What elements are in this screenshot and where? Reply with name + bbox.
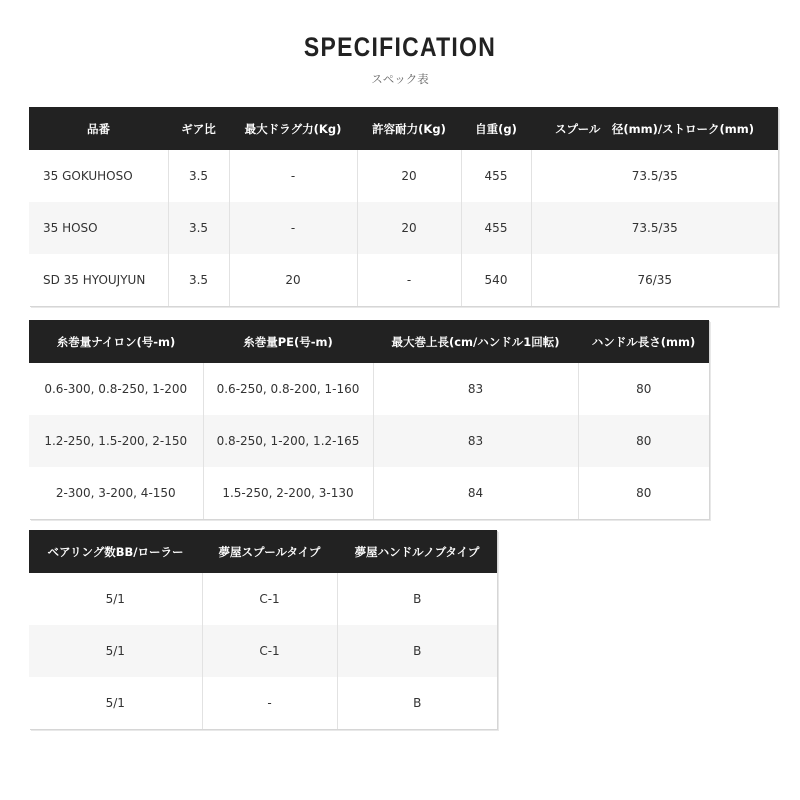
- table-header-row: [29, 107, 778, 150]
- column-header: 糸巻量PE(号-m): [203, 320, 373, 363]
- table-cell: 80: [578, 415, 709, 467]
- table-cell: 0.6-250, 0.8-200, 1-160: [203, 363, 373, 415]
- table-cell: -: [229, 202, 357, 254]
- table-cell: 73.5/35: [631, 169, 678, 183]
- column-header: 夢屋ハンドルノブタイプ: [337, 530, 497, 573]
- table-cell: -: [229, 150, 357, 202]
- column-header: 許容耐力(Kg): [357, 107, 461, 150]
- table-cell: 20: [229, 254, 357, 306]
- table-cell: 76/35: [637, 273, 673, 287]
- table-header-row: [29, 530, 497, 573]
- table-cell: 5/1: [29, 625, 202, 677]
- column-header: 自重(g): [461, 107, 531, 150]
- table-cell: 83: [373, 415, 578, 467]
- table-cell: 3.5: [168, 254, 229, 306]
- table-cell: 0.8-250, 1-200, 1.2-165: [203, 415, 373, 467]
- table-cell: 80: [636, 486, 652, 500]
- page-subtitle: スペック表: [371, 72, 429, 86]
- table-cell: 20: [357, 150, 461, 202]
- table-cell: 5/1: [29, 677, 202, 729]
- column-header: ベアリング数BB/ローラー: [29, 530, 202, 573]
- table-cell: 3.5: [168, 202, 229, 254]
- table-row: [29, 415, 709, 467]
- table-cell: 3.5: [168, 150, 229, 202]
- table-row: [29, 573, 497, 625]
- column-header: ギア比: [168, 107, 229, 150]
- spec-table-line-capacity: [29, 320, 709, 519]
- table-cell: 1.5-250, 2-200, 3-130: [203, 467, 373, 519]
- table-cell: 35 HOSO: [29, 202, 168, 254]
- table-header-row: [29, 320, 709, 363]
- table-cell: 5/1: [29, 573, 202, 625]
- table-cell: -: [202, 677, 337, 729]
- table-cell: B: [337, 625, 497, 677]
- table-row: [29, 677, 497, 729]
- table-cell: 1.2-250, 1.5-200, 2-150: [29, 415, 203, 467]
- table-row: [29, 202, 778, 254]
- column-header: 最大ドラグ力(Kg): [229, 107, 357, 150]
- column-header: 夢屋スプールタイプ: [202, 530, 337, 573]
- table-row: [29, 363, 709, 415]
- spec-table-main: [29, 107, 778, 306]
- table-cell: -: [357, 254, 461, 306]
- table-row: [29, 150, 778, 202]
- table-cell: 84: [373, 467, 578, 519]
- table-cell: B: [413, 696, 422, 710]
- table-cell: C-1: [202, 625, 337, 677]
- table-cell: 0.6-300, 0.8-250, 1-200: [29, 363, 203, 415]
- table-cell: 540: [461, 254, 531, 306]
- table-cell: 455: [461, 150, 531, 202]
- column-header: スプール 径(mm)/ストローク(mm): [531, 107, 778, 150]
- table-row: [29, 254, 778, 306]
- column-header: 品番: [29, 107, 168, 150]
- table-cell: 83: [373, 363, 578, 415]
- table-cell: 455: [461, 202, 531, 254]
- column-header: 糸巻量ナイロン(号-m): [29, 320, 203, 363]
- column-header: ハンドル長さ(mm): [578, 320, 709, 363]
- table-cell: 73.5/35: [531, 202, 778, 254]
- table-cell: B: [413, 592, 422, 606]
- page-title: SPECIFICATION: [303, 32, 497, 62]
- table-row: [29, 625, 497, 677]
- table-cell: 20: [357, 202, 461, 254]
- table-cell: 2-300, 3-200, 4-150: [29, 467, 203, 519]
- column-header: 最大巻上長(cm/ハンドル1回転): [373, 320, 578, 363]
- table-cell: SD 35 HYOUJYUN: [29, 254, 168, 306]
- table-cell: 35 GOKUHOSO: [29, 150, 168, 202]
- table-row: [29, 467, 709, 519]
- table-cell: C-1: [202, 573, 337, 625]
- table-cell: 80: [636, 382, 652, 396]
- spec-table-parts: [29, 530, 497, 729]
